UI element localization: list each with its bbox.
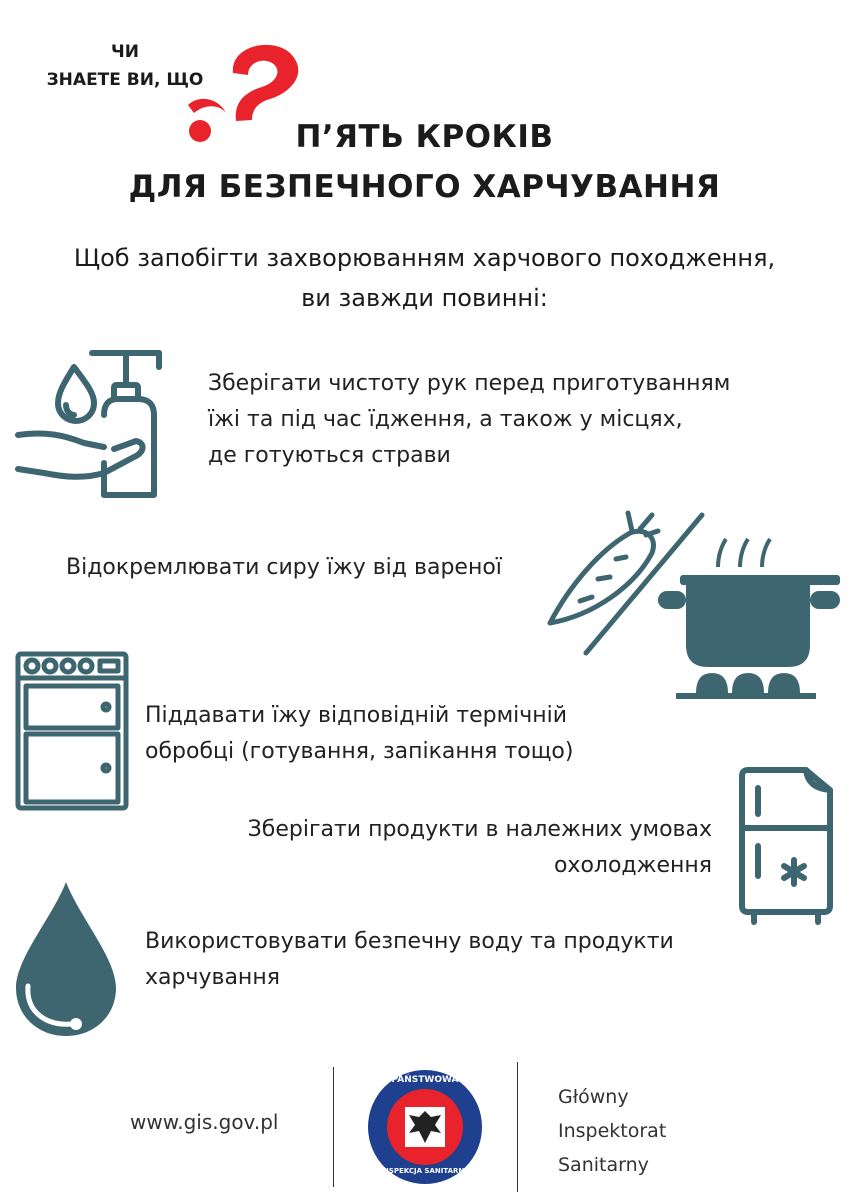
gis-logo: [365, 1067, 485, 1187]
stove-icon: [14, 650, 130, 812]
step-3-line-2: обробці (готування, запікання тощо): [145, 739, 574, 764]
step-1-line-2: їжі та під час їдження, а також у місцях,: [208, 407, 683, 432]
footer-divider-right: [517, 1062, 518, 1192]
institution-line-2: Inspektorat: [558, 1120, 667, 1142]
water-drop-icon: [12, 878, 120, 1042]
tagline-line-1: ЧИ: [111, 42, 139, 62]
step-2-text: [66, 550, 546, 586]
step-1-line-1: Зберігати чистоту рук перед приготуванням: [208, 371, 731, 396]
title-line-2: ДЛЯ БЕЗПЕЧНОГО ХАРЧУВАННЯ: [128, 169, 721, 205]
intro-line-1: Щоб запобігти захворюванням харчового походження,: [73, 244, 776, 272]
logo-text-top: PAŃSTWOWA: [391, 1075, 459, 1085]
tagline-line-2: ЗНАЕТЕ ВИ, ЩО: [46, 70, 204, 90]
institution-line-1: Główny: [558, 1086, 629, 1108]
step-3-text: [145, 698, 665, 770]
institution-line-3: Sanitarny: [558, 1154, 649, 1176]
step-4-text: [150, 812, 712, 884]
title-line-1: П’ЯТЬ КРОКІВ: [295, 119, 554, 155]
intro-line-2: ви завжди повинні:: [301, 284, 548, 312]
step-1-text: [208, 366, 818, 474]
step-5-text: [145, 924, 785, 996]
tagline: [30, 38, 220, 94]
handwash-icon: [14, 345, 179, 505]
carrot-pot-icon: [540, 505, 840, 705]
step-5-line-1: Використовувати безпечну воду та продукти: [145, 929, 674, 954]
page-title: [0, 112, 849, 212]
step-1-line-3: де готуються страви: [208, 443, 451, 468]
website-link[interactable]: www.gis.gov.pl: [130, 1110, 279, 1134]
step-4-line-2: охолодження: [553, 853, 712, 878]
step-3-line-1: Піддавати їжу відповідній термічній: [145, 703, 568, 728]
step-4-line-1: Зберігати продукти в належних умовах: [247, 817, 712, 842]
fridge-icon: [736, 766, 836, 926]
step-2-line-1: Відокремлювати сиру їжу від вареної: [66, 555, 502, 580]
institution-name: [558, 1080, 666, 1182]
intro-text: [20, 238, 829, 318]
logo-text-bottom: INSPEKCJA SANITARNA: [380, 1167, 470, 1175]
step-5-line-2: харчування: [145, 965, 280, 990]
footer-divider-left: [333, 1067, 334, 1187]
